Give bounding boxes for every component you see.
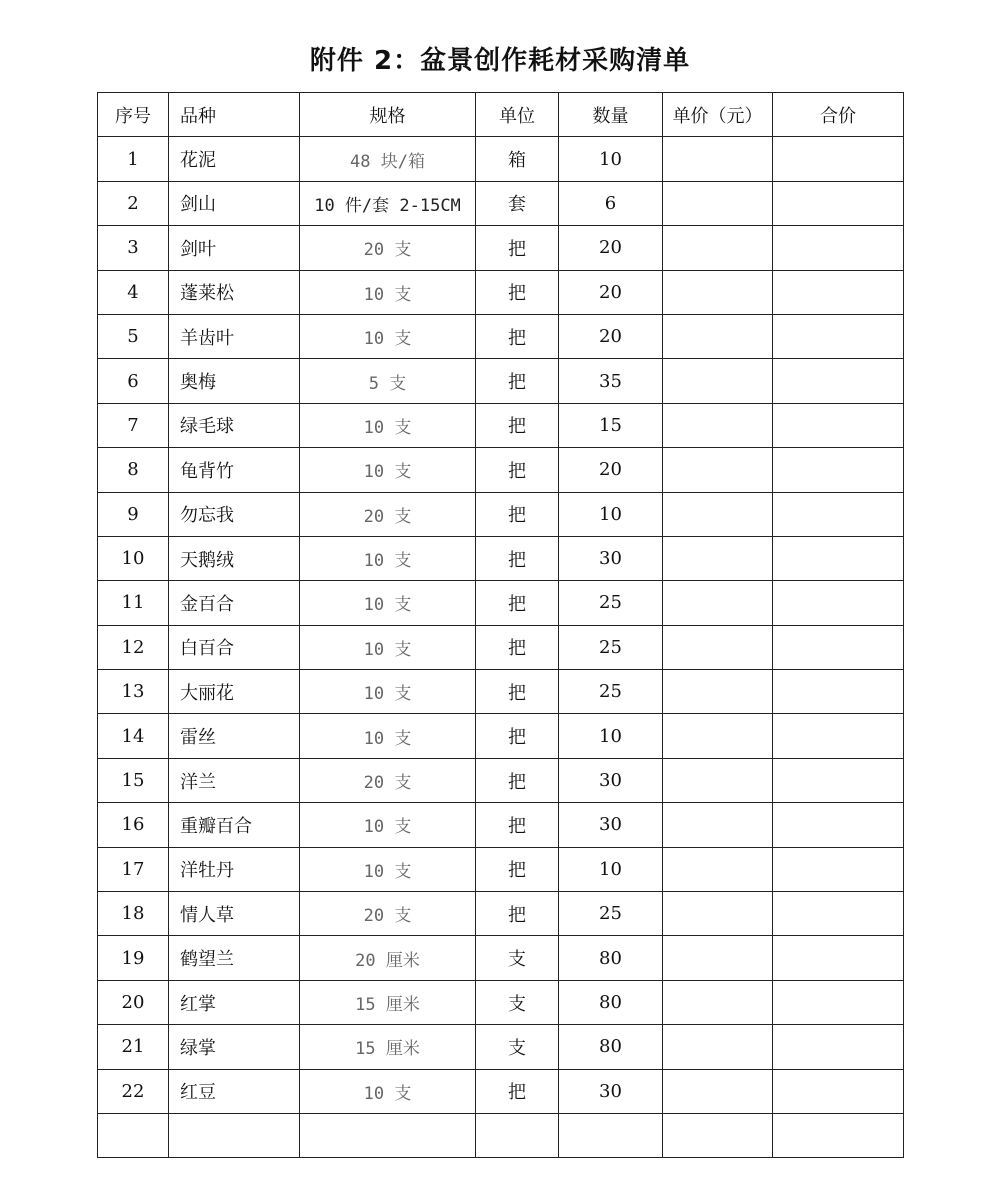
cell-spec: 10 支 xyxy=(300,270,476,314)
cell-qty: 20 xyxy=(559,270,663,314)
cell-index: 9 xyxy=(98,492,169,536)
cell-spec: 10 支 xyxy=(300,670,476,714)
cell-unit: 箱 xyxy=(476,137,559,181)
cell-qty: 30 xyxy=(559,803,663,847)
cell-index: 8 xyxy=(98,448,169,492)
cell-unit-price xyxy=(663,1025,773,1069)
cell-spec: 15 厘米 xyxy=(300,1025,476,1069)
cell-index: 11 xyxy=(98,581,169,625)
cell-name: 洋牡丹 xyxy=(169,847,300,891)
cell-unit-price xyxy=(663,536,773,580)
cell-total xyxy=(773,670,904,714)
cell-index: 17 xyxy=(98,847,169,891)
table-row xyxy=(98,714,904,758)
cell-spec: 5 支 xyxy=(300,359,476,403)
table-row xyxy=(98,936,904,980)
cell-index: 7 xyxy=(98,403,169,447)
cell-index: 18 xyxy=(98,892,169,936)
cell-name: 白百合 xyxy=(169,625,300,669)
cell-name: 羊齿叶 xyxy=(169,314,300,358)
cell-unit: 支 xyxy=(476,1025,559,1069)
cell-total xyxy=(773,270,904,314)
cell-spec: 20 支 xyxy=(300,226,476,270)
cell-total xyxy=(773,226,904,270)
cell-spec: 10 支 xyxy=(300,448,476,492)
cell-qty: 10 xyxy=(559,847,663,891)
cell-qty: 80 xyxy=(559,1025,663,1069)
cell-unit-price xyxy=(663,980,773,1024)
cell-qty: 80 xyxy=(559,980,663,1024)
cell-qty: 30 xyxy=(559,1069,663,1113)
cell-name: 剑叶 xyxy=(169,226,300,270)
cell-name: 洋兰 xyxy=(169,758,300,802)
table-row xyxy=(98,181,904,225)
table-row xyxy=(98,492,904,536)
cell-unit: 把 xyxy=(476,847,559,891)
cell-spec: 10 支 xyxy=(300,536,476,580)
cell-index: 2 xyxy=(98,181,169,225)
cell-index: 16 xyxy=(98,803,169,847)
table-row xyxy=(98,758,904,802)
header-index: 序号 xyxy=(98,93,169,137)
cell-total xyxy=(773,581,904,625)
table-row xyxy=(98,625,904,669)
cell-total xyxy=(773,1069,904,1113)
table-row xyxy=(98,847,904,891)
cell-spec: 10 支 xyxy=(300,1069,476,1113)
header-unit: 单位 xyxy=(476,93,559,137)
cell-name: 雷丝 xyxy=(169,714,300,758)
table-header-row xyxy=(98,93,904,137)
cell-name: 绿毛球 xyxy=(169,403,300,447)
table-row xyxy=(98,448,904,492)
cell-spec: 20 厘米 xyxy=(300,936,476,980)
cell-qty: 10 xyxy=(559,714,663,758)
cell-unit: 把 xyxy=(476,492,559,536)
cell-unit: 把 xyxy=(476,803,559,847)
cell-name: 奥梅 xyxy=(169,359,300,403)
cell-total xyxy=(773,403,904,447)
header-total: 合价 xyxy=(773,93,904,137)
cell-name: 红豆 xyxy=(169,1069,300,1113)
cell-total xyxy=(773,137,904,181)
cell-total xyxy=(773,892,904,936)
table-body xyxy=(98,137,904,1158)
cell-qty: 30 xyxy=(559,758,663,802)
cell-unit-price xyxy=(663,1069,773,1113)
cell-name: 鹤望兰 xyxy=(169,936,300,980)
cell-index: 1 xyxy=(98,137,169,181)
cell-name: 花泥 xyxy=(169,137,300,181)
cell-name: 勿忘我 xyxy=(169,492,300,536)
cell-unit: 支 xyxy=(476,980,559,1024)
cell-unit-price xyxy=(663,847,773,891)
cell-name: 天鹅绒 xyxy=(169,536,300,580)
table-row xyxy=(98,270,904,314)
cell-unit: 把 xyxy=(476,226,559,270)
cell-spec: 10 支 xyxy=(300,714,476,758)
cell-spec: 20 支 xyxy=(300,758,476,802)
cell-unit: 把 xyxy=(476,714,559,758)
cell-index: 12 xyxy=(98,625,169,669)
cell-unit-price xyxy=(663,758,773,802)
cell-name: 红掌 xyxy=(169,980,300,1024)
cell-qty: 25 xyxy=(559,670,663,714)
cell-name: 金百合 xyxy=(169,581,300,625)
cell-unit: 把 xyxy=(476,758,559,802)
cell-unit-price xyxy=(663,892,773,936)
cell-spec: 10 支 xyxy=(300,403,476,447)
table-row xyxy=(98,670,904,714)
header-unit-price: 单价（元） xyxy=(663,93,773,137)
cell-unit: 套 xyxy=(476,181,559,225)
cell-total xyxy=(773,936,904,980)
cell-total xyxy=(773,314,904,358)
cell-index: 3 xyxy=(98,226,169,270)
cell-qty: 10 xyxy=(559,492,663,536)
cell-unit: 把 xyxy=(476,448,559,492)
cell-qty: 30 xyxy=(559,536,663,580)
cell-name: 绿掌 xyxy=(169,1025,300,1069)
cell-total xyxy=(773,1113,904,1157)
cell-name: 大丽花 xyxy=(169,670,300,714)
cell-unit-price xyxy=(663,314,773,358)
cell-spec: 15 厘米 xyxy=(300,980,476,1024)
cell-spec: 10 件/套 2-15CM xyxy=(300,181,476,225)
cell-unit-price xyxy=(663,403,773,447)
cell-spec: 10 支 xyxy=(300,625,476,669)
cell-total xyxy=(773,714,904,758)
cell-qty xyxy=(559,1113,663,1157)
table-row xyxy=(98,1025,904,1069)
cell-unit: 支 xyxy=(476,936,559,980)
cell-qty: 15 xyxy=(559,403,663,447)
cell-unit-price xyxy=(663,359,773,403)
cell-spec: 10 支 xyxy=(300,581,476,625)
cell-total xyxy=(773,181,904,225)
table-row xyxy=(98,403,904,447)
cell-qty: 20 xyxy=(559,314,663,358)
cell-index: 19 xyxy=(98,936,169,980)
cell-qty: 25 xyxy=(559,892,663,936)
cell-name: 蓬莱松 xyxy=(169,270,300,314)
header-qty: 数量 xyxy=(559,93,663,137)
cell-unit-price xyxy=(663,226,773,270)
cell-unit-price xyxy=(663,670,773,714)
cell-index: 22 xyxy=(98,1069,169,1113)
cell-spec: 10 支 xyxy=(300,803,476,847)
cell-index xyxy=(98,1113,169,1157)
table-row xyxy=(98,359,904,403)
cell-index: 20 xyxy=(98,980,169,1024)
table-row xyxy=(98,314,904,358)
cell-qty: 80 xyxy=(559,936,663,980)
cell-unit-price xyxy=(663,181,773,225)
table-row xyxy=(98,226,904,270)
cell-unit: 把 xyxy=(476,625,559,669)
cell-unit: 把 xyxy=(476,359,559,403)
cell-index: 15 xyxy=(98,758,169,802)
cell-unit xyxy=(476,1113,559,1157)
cell-unit-price xyxy=(663,1113,773,1157)
cell-total xyxy=(773,359,904,403)
header-name: 品种 xyxy=(169,93,300,137)
cell-unit-price xyxy=(663,492,773,536)
cell-unit-price xyxy=(663,137,773,181)
cell-unit: 把 xyxy=(476,270,559,314)
cell-qty: 35 xyxy=(559,359,663,403)
cell-total xyxy=(773,758,904,802)
cell-name: 重瓣百合 xyxy=(169,803,300,847)
cell-unit-price xyxy=(663,448,773,492)
cell-unit: 把 xyxy=(476,670,559,714)
cell-unit-price xyxy=(663,714,773,758)
cell-unit: 把 xyxy=(476,536,559,580)
cell-qty: 6 xyxy=(559,181,663,225)
cell-qty: 25 xyxy=(559,625,663,669)
table-row xyxy=(98,536,904,580)
cell-unit: 把 xyxy=(476,892,559,936)
cell-unit: 把 xyxy=(476,403,559,447)
cell-unit-price xyxy=(663,581,773,625)
cell-unit-price xyxy=(663,625,773,669)
cell-spec: 20 支 xyxy=(300,892,476,936)
cell-spec: 48 块/箱 xyxy=(300,137,476,181)
cell-unit: 把 xyxy=(476,581,559,625)
table-row xyxy=(98,1069,904,1113)
cell-name: 情人草 xyxy=(169,892,300,936)
cell-index: 10 xyxy=(98,536,169,580)
table-row xyxy=(98,1113,904,1157)
cell-spec xyxy=(300,1113,476,1157)
cell-total xyxy=(773,448,904,492)
cell-index: 13 xyxy=(98,670,169,714)
purchase-list-table xyxy=(97,92,904,1158)
cell-unit-price xyxy=(663,270,773,314)
cell-index: 5 xyxy=(98,314,169,358)
cell-spec: 10 支 xyxy=(300,847,476,891)
table-row xyxy=(98,581,904,625)
table-row xyxy=(98,803,904,847)
cell-index: 14 xyxy=(98,714,169,758)
cell-total xyxy=(773,1025,904,1069)
cell-qty: 20 xyxy=(559,226,663,270)
cell-qty: 20 xyxy=(559,448,663,492)
cell-qty: 10 xyxy=(559,137,663,181)
cell-unit-price xyxy=(663,936,773,980)
cell-total xyxy=(773,536,904,580)
cell-name: 剑山 xyxy=(169,181,300,225)
cell-total xyxy=(773,625,904,669)
table-row xyxy=(98,980,904,1024)
cell-spec: 10 支 xyxy=(300,314,476,358)
header-spec: 规格 xyxy=(300,93,476,137)
cell-name: 龟背竹 xyxy=(169,448,300,492)
table-row xyxy=(98,892,904,936)
cell-total xyxy=(773,980,904,1024)
cell-qty: 25 xyxy=(559,581,663,625)
cell-index: 4 xyxy=(98,270,169,314)
cell-unit: 把 xyxy=(476,1069,559,1113)
cell-unit: 把 xyxy=(476,314,559,358)
cell-index: 6 xyxy=(98,359,169,403)
table-row xyxy=(98,137,904,181)
document-title: 附件 2：盆景创作耗材采购清单 xyxy=(309,46,691,76)
cell-total xyxy=(773,492,904,536)
cell-spec: 20 支 xyxy=(300,492,476,536)
cell-unit-price xyxy=(663,803,773,847)
cell-name xyxy=(169,1113,300,1157)
cell-index: 21 xyxy=(98,1025,169,1069)
cell-total xyxy=(773,803,904,847)
cell-total xyxy=(773,847,904,891)
